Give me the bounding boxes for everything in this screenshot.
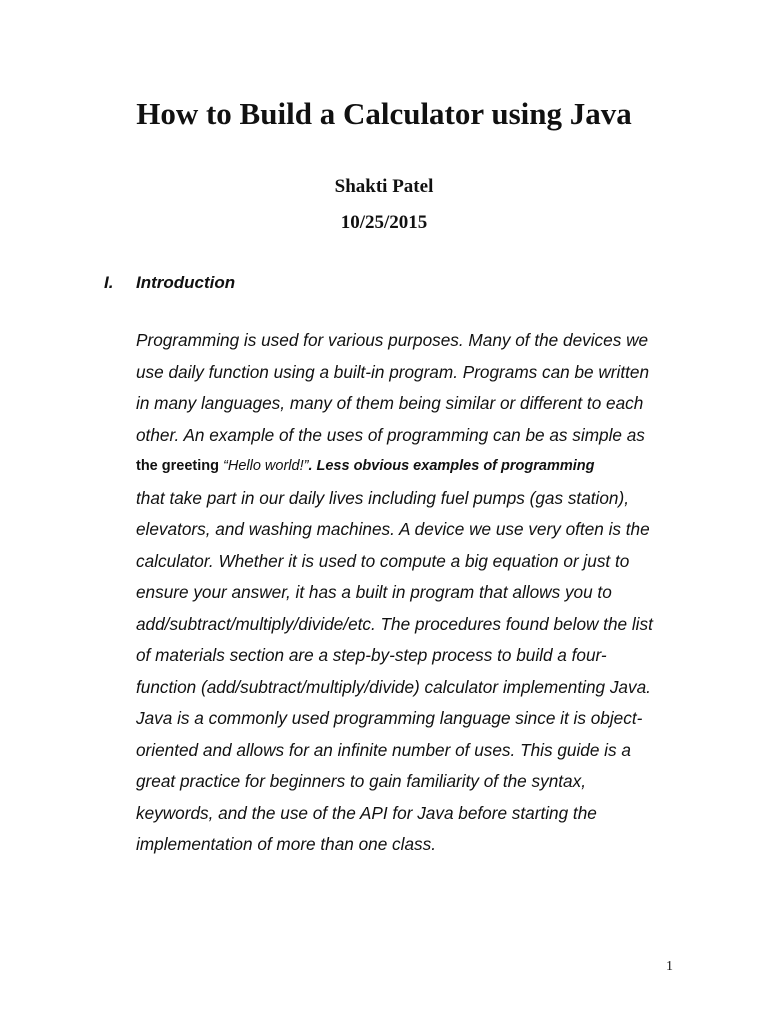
section-number: I. xyxy=(104,273,114,292)
paragraph-line: add/subtract/multiply/divide/etc. The procedures found below the list xyxy=(136,613,653,634)
paragraph-line: implementation of more than one class. xyxy=(136,834,436,854)
author-name: Shakti Patel xyxy=(334,176,434,197)
paragraph-line: elevators, and washing machines. A device we use very often is the xyxy=(136,519,650,539)
introduction-paragraph xyxy=(136,325,676,861)
paragraph-line: keywords, and the use of the API for Java before starting the xyxy=(136,802,597,823)
paragraph-line: in many languages, many of them being similar or different to each xyxy=(136,393,644,413)
paragraph-line: function (add/subtract/multiply/divide) calculator implementing Java. xyxy=(136,676,651,697)
paragraph-line-greeting xyxy=(136,451,676,483)
paragraph-line: of materials section are a step-by-step process to build a four- xyxy=(136,645,607,665)
paragraph-line: use daily function using a built-in program. Programs can be written xyxy=(136,361,650,382)
paragraph-line: oriented and allows for an infinite number of uses. This guide is a xyxy=(136,739,631,760)
greeting-tail: . Less obvious examples of programming xyxy=(308,458,595,474)
document-title: How to Build a Calculator using Java xyxy=(136,96,632,131)
page-number: 1 xyxy=(666,959,673,974)
paragraph-line: great practice for beginners to gain familiarity of the syntax, xyxy=(136,771,586,791)
greeting-quote: “Hello world!” xyxy=(223,458,309,474)
paragraph-line: Java is a commonly used programming language since it is object- xyxy=(136,708,643,728)
paragraph-line: that take part in our daily lives including fuel pumps (gas station), xyxy=(136,487,629,508)
greeting-lead: the greeting xyxy=(136,458,224,474)
paragraph-line: ensure your answer, it has a built in program that allows you to xyxy=(136,582,612,602)
section-title: Introduction xyxy=(136,273,236,292)
section-heading xyxy=(104,272,235,294)
document-date: 10/25/2015 xyxy=(340,212,428,233)
paragraph-line: calculator. Whether it is used to compute a big equation or just to xyxy=(136,550,630,571)
paragraph-line: Programming is used for various purposes. Many of the devices we xyxy=(136,330,649,350)
paragraph-line: other. An example of the uses of programming can be as simple as xyxy=(136,424,645,445)
